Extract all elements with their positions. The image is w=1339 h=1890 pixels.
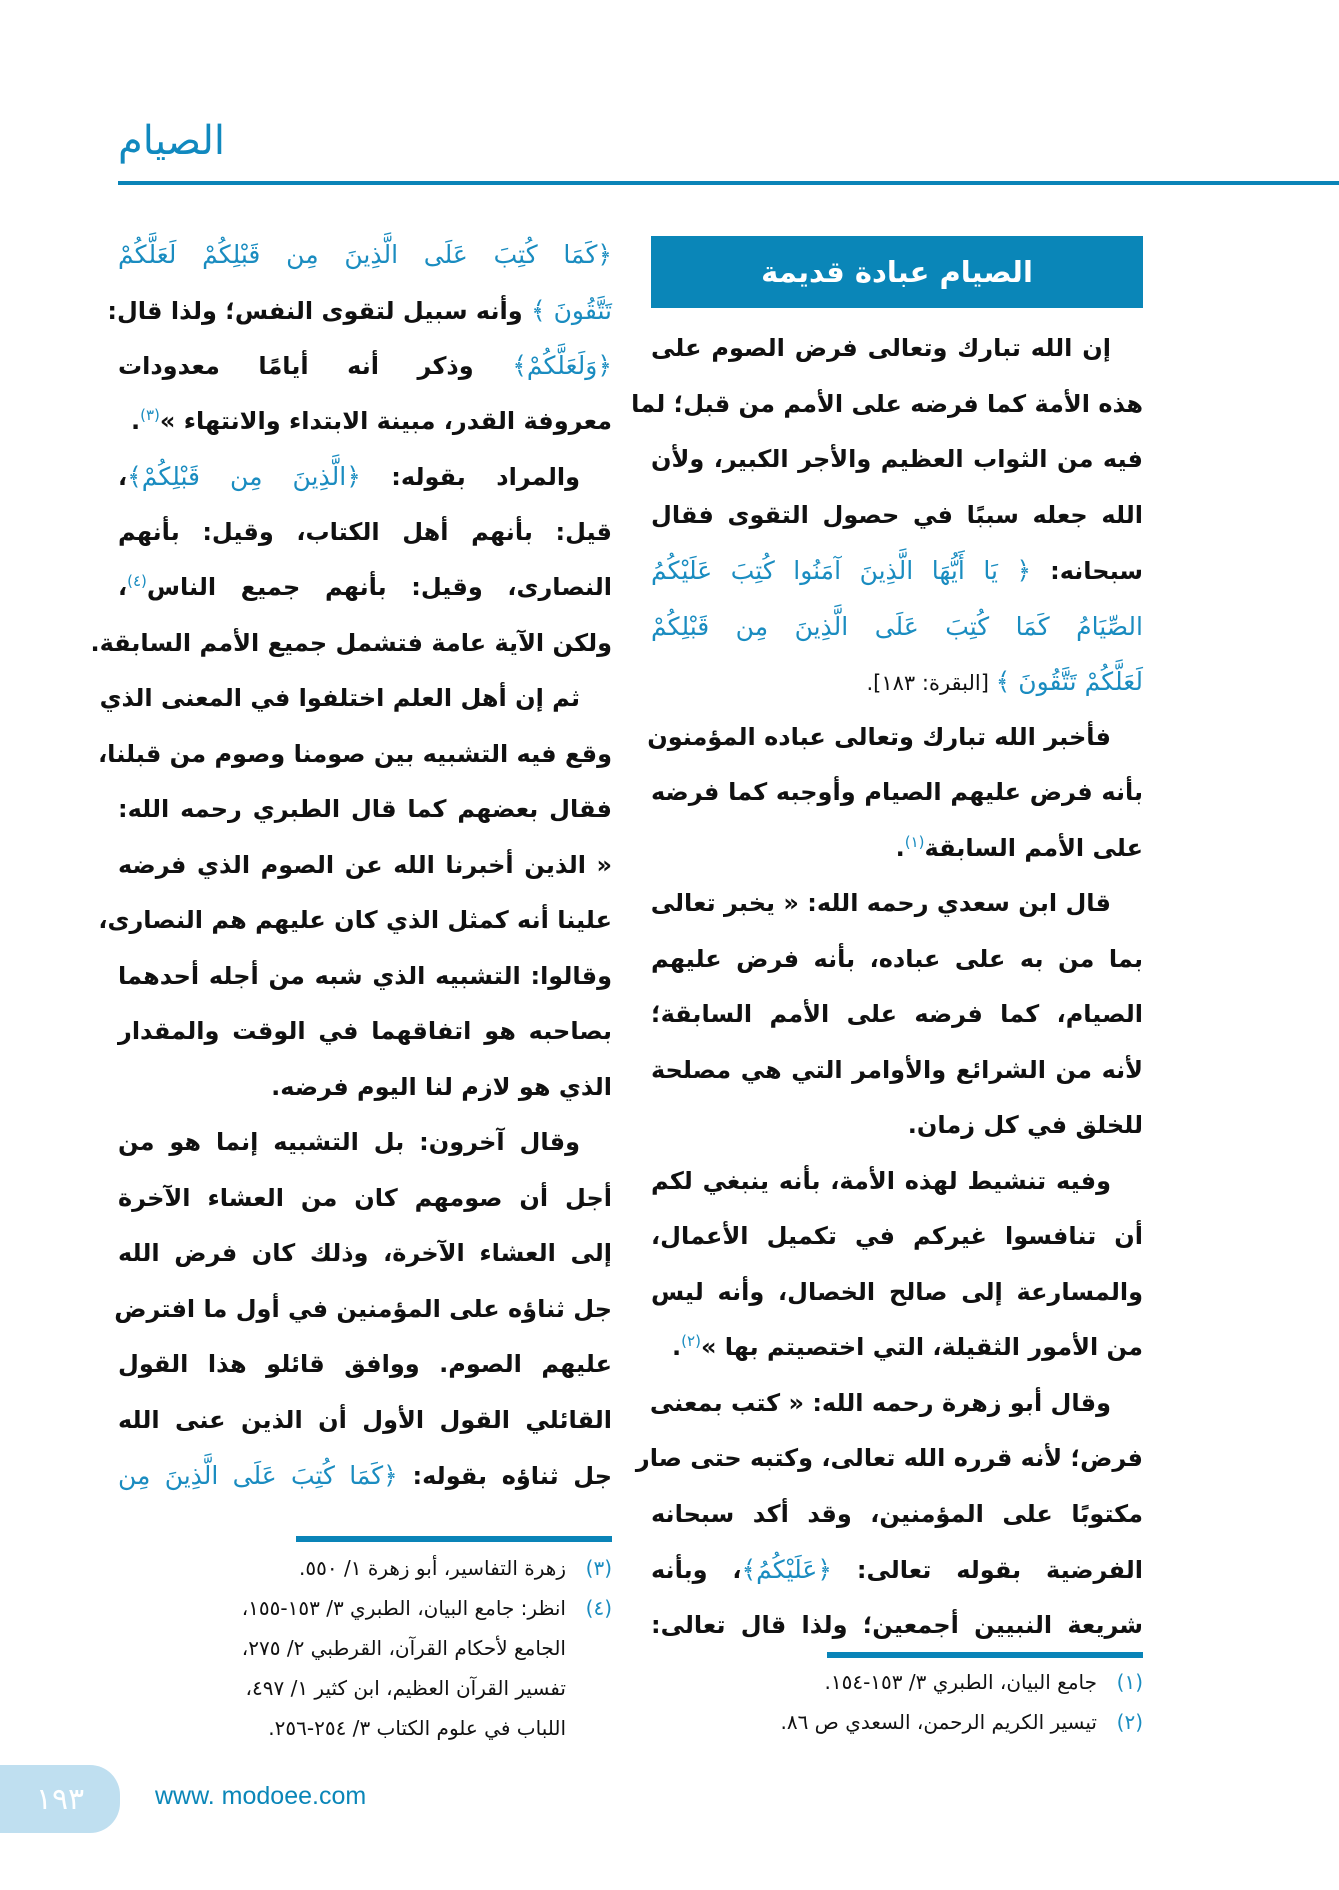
left-footnote-divider: [296, 1536, 612, 1542]
right-footnote-divider: [827, 1652, 1143, 1658]
text-line: [98, 727, 612, 783]
text-line: [107, 283, 612, 339]
footnote-line: [118, 1668, 612, 1708]
body-text: وذكر أنه أيامًا معدودات: [118, 352, 513, 380]
body-text: .: [130, 406, 141, 435]
text-line: [118, 782, 612, 838]
body-text: ثم إن أهل العلم اختلفوا في المعنى الذي: [99, 684, 580, 712]
text-line: [118, 227, 612, 283]
text-line: [99, 671, 612, 727]
footnote-text: زهرة التفاسير، أبو زهرة ١/ ٥٥٠.: [299, 1556, 566, 1580]
body-text: فرض؛ لأنه قرره الله تعالى، وكتبه حتى صار: [635, 1444, 1143, 1472]
body-text: على الأمم السابقة: [924, 833, 1143, 862]
text-line: [118, 949, 612, 1005]
body-text: ،: [118, 573, 128, 601]
text-line: [651, 987, 1143, 1043]
body-text: والمراد بقوله:: [360, 463, 580, 491]
body-text: لأنه من الشرائع والأوامر التي هي مصلحة: [651, 1055, 1143, 1084]
body-text: ولكن الآية عامة فتشمل جميع الأمم السابقة.: [90, 628, 612, 657]
footnote-line: [118, 1708, 612, 1748]
body-text: والمسارعة إلى صالح الخصال، وأنه ليس: [651, 1277, 1143, 1306]
text-line: [635, 1431, 1143, 1487]
quran-verse: ﴿كَمَا كُتِبَ عَلَى الَّذِينَ مِن: [118, 1461, 398, 1490]
body-text: جل ثناؤه على المؤمنين في أول ما افترض: [114, 1294, 612, 1323]
left-footnotes: [118, 1548, 612, 1748]
footnote-line: [651, 1662, 1143, 1702]
right-column-body: [631, 321, 1144, 1653]
page-number-tab: [0, 1765, 120, 1833]
body-text: هذه الأمة كما فرضه على الأمم من قبل؛ لما: [631, 389, 1143, 418]
body-text: عليهم الصوم. ووافق قائلو هذا القول: [118, 1350, 612, 1378]
body-text: للخلق في كل زمان.: [907, 1111, 1143, 1139]
body-text: من الأمور الثقيلة، التي اختصيتم بها »: [700, 1333, 1143, 1361]
quran-verse: ﴿ يَا أَيُّهَا الَّذِينَ آمَنُوا كُتِبَ عَلَيْكُمُ: [651, 556, 1032, 585]
quran-verse: ﴿وَلَعَلَّكُمْ﴾: [512, 351, 612, 380]
text-line: [631, 377, 1143, 433]
text-line: [118, 1115, 612, 1171]
body-text: وأنه سبيل لتقوى النفس؛ ولذا قال:: [107, 296, 531, 325]
text-line: [118, 838, 612, 894]
body-text: وقالوا: التشبيه الذي شبه من أجله أحدهما: [118, 961, 612, 990]
text-line: [118, 1393, 612, 1449]
body-text: شريعة النبيين أجمعين؛ ولذا قال تعالى:: [651, 1610, 1143, 1639]
body-text: الفرضية بقوله تعالى:: [832, 1556, 1143, 1584]
text-line: [647, 710, 1143, 766]
running-title: الصيام: [118, 118, 226, 164]
text-line: [651, 1043, 1143, 1099]
quran-verse: الصِّيَامُ كَمَا كُتِبَ عَلَى الَّذِينَ مِن قَبْلِكُمْ: [651, 611, 1143, 641]
footnote-text: جامع البيان، الطبري ٣/ ١٥٣-١٥٤.: [824, 1670, 1097, 1694]
quran-verse: ﴿عَلَيْكُمُ﴾: [741, 1555, 832, 1584]
text-line: [118, 449, 612, 505]
footnote-marker: (١): [904, 832, 925, 851]
footnote-number: (٤): [585, 1596, 612, 1620]
text-line: [651, 932, 1143, 988]
body-text: وقال أبو زهرة رحمه الله: « كتب بمعنى: [649, 1388, 1111, 1417]
text-line: [651, 821, 1143, 877]
footnote-text: اللباب في علوم الكتاب ٣/ ٢٥٤-٢٥٦.: [268, 1716, 566, 1740]
footnote-text: تيسير الكريم الرحمن، السعدي ص ٨٦.: [780, 1710, 1097, 1734]
text-line: [118, 1337, 612, 1393]
body-text: بأنه فرض عليهم الصيام وأوجبه كما فرضه: [651, 778, 1143, 806]
body-text: .: [672, 1333, 682, 1361]
footnote-number: (٢): [1116, 1710, 1143, 1734]
body-text: وفيه تنشيط لهذه الأمة، بأنه ينبغي لكم: [651, 1166, 1111, 1195]
body-text: إلى العشاء الآخرة، وذلك كان فرض الله: [118, 1239, 612, 1267]
text-line: [98, 893, 612, 949]
body-text: بصاحبه هو اتفاقهما في الوقت والمقدار: [118, 1017, 612, 1045]
body-text: قال ابن سعدي رحمه الله: « يخبر تعالى: [650, 889, 1111, 917]
footnote-text: الجامع لأحكام القرآن، القرطبي ٢/ ٢٧٥،: [241, 1636, 566, 1660]
footnote-marker: (٣): [140, 405, 160, 424]
body-text: الله جعله سببًا في حصول التقوى فقال: [651, 500, 1143, 529]
text-line: [90, 616, 612, 672]
text-line: [651, 1487, 1143, 1543]
body-text: بما من به على عباده، بأنه فرض عليهم: [651, 944, 1143, 973]
text-line: [651, 432, 1143, 488]
body-text: فيه من الثواب العظيم والأجر الكبير، ولأن: [651, 445, 1143, 473]
text-line: [651, 1320, 1143, 1376]
text-line: [651, 1154, 1143, 1210]
section-heading: [651, 236, 1143, 308]
right-footnotes: [651, 1662, 1143, 1742]
body-text: « الذين أخبرنا الله عن الصوم الذي فرضه: [118, 850, 612, 879]
text-line: [118, 1171, 612, 1227]
text-line: [118, 505, 612, 561]
footnote-text: انظر: جامع البيان، الطبري ٣/ ١٥٣-١٥٥،: [241, 1596, 566, 1620]
body-text: القائلي القول الأول أن الذين عنى الله: [118, 1405, 612, 1434]
body-text: قيل: بأنهم أهل الكتاب، وقيل: بأنهم: [118, 517, 612, 546]
body-text: علينا أنه كمثل الذي كان عليهم هم النصارى،: [98, 906, 612, 934]
text-line: [651, 654, 1143, 710]
verse-reference: [البقرة: ١٨٣].: [866, 671, 996, 695]
body-text: أن تنافسوا غيركم في تكميل الأعمال،: [651, 1222, 1143, 1250]
text-line: [118, 394, 612, 450]
text-line: [118, 1226, 612, 1282]
text-line: [651, 1098, 1143, 1154]
text-line: [651, 1542, 1143, 1598]
page-number: ١٩٣: [35, 1781, 85, 1817]
text-line: [118, 1060, 612, 1116]
footnote-marker: (٤): [127, 572, 147, 590]
footnote-line: [118, 1548, 612, 1588]
body-text: جل ثناؤه بقوله:: [397, 1462, 613, 1490]
footnote-line: [651, 1702, 1143, 1742]
text-line: [651, 543, 1143, 599]
text-line: [651, 488, 1143, 544]
footnote-number: (٣): [585, 1556, 612, 1580]
text-line: [651, 1209, 1143, 1265]
text-line: [651, 876, 1143, 932]
quran-verse: تَتَّقُونَ ﴾: [530, 295, 612, 325]
body-text: ، وبأنه: [651, 1556, 742, 1584]
body-text: سبحانه:: [1031, 557, 1144, 585]
footnote-line: [118, 1628, 612, 1668]
website-link[interactable]: www. modoee.com: [155, 1782, 367, 1810]
body-text: فأخبر الله تبارك وتعالى عباده المؤمنون: [647, 722, 1111, 751]
text-line: [651, 599, 1143, 655]
text-line: [651, 765, 1143, 821]
left-column-body: [90, 227, 613, 1504]
body-text: إن الله تبارك وتعالى فرض الصوم على: [651, 334, 1111, 362]
body-text: فقال بعضهم كما قال الطبري رحمه الله:: [118, 795, 612, 823]
footnote-number: (١): [1116, 1670, 1143, 1694]
text-line: [651, 1376, 1143, 1432]
body-text: أجل أن صومهم كان من العشاء الآخرة: [118, 1183, 612, 1212]
footnote-text: تفسير القرآن العظيم، ابن كثير ١/ ٤٩٧،: [245, 1676, 566, 1700]
quran-verse: لَعَلَّكُمْ تَتَّقُونَ ﴾: [995, 667, 1143, 696]
quran-verse: ﴿كَمَا كُتِبَ عَلَى الَّذِينَ مِن قَبْلِكُمْ لَعَلَّكُمْ: [118, 240, 612, 269]
text-line: [651, 1265, 1143, 1321]
text-line: [651, 1598, 1143, 1654]
body-text: ،: [118, 463, 128, 491]
body-text: مكتوبًا على المؤمنين، وقد أكد سبحانه: [651, 1499, 1143, 1528]
footnote-line: [118, 1588, 612, 1628]
quran-verse: ﴿الَّذِينَ مِن قَبْلِكُمْ﴾: [127, 462, 361, 491]
text-line: [118, 1448, 612, 1504]
text-line: [114, 1282, 612, 1338]
body-text: الصيام، كما فرضه على الأمم السابقة؛: [651, 1000, 1143, 1028]
body-text: الذي هو لازم لنا اليوم فرضه.: [271, 1072, 612, 1101]
footnote-marker: (٢): [681, 1332, 701, 1350]
header-rule: [118, 181, 1339, 185]
body-text: النصارى، وقيل: بأنهم جميع الناس: [146, 573, 612, 601]
body-text: .: [895, 833, 905, 862]
body-text: وقال آخرون: بل التشبيه إنما هو من: [118, 1128, 580, 1156]
text-line: [118, 560, 612, 616]
text-line: [651, 321, 1143, 377]
text-line: [118, 338, 612, 394]
body-text: وقع فيه التشبيه بين صومنا وصوم من قبلنا،: [98, 739, 612, 768]
section-heading-text: الصيام عبادة قديمة: [761, 255, 1033, 289]
text-line: [118, 1004, 612, 1060]
body-text: معروفة القدر، مبينة الابتداء والانتهاء »: [159, 406, 612, 435]
